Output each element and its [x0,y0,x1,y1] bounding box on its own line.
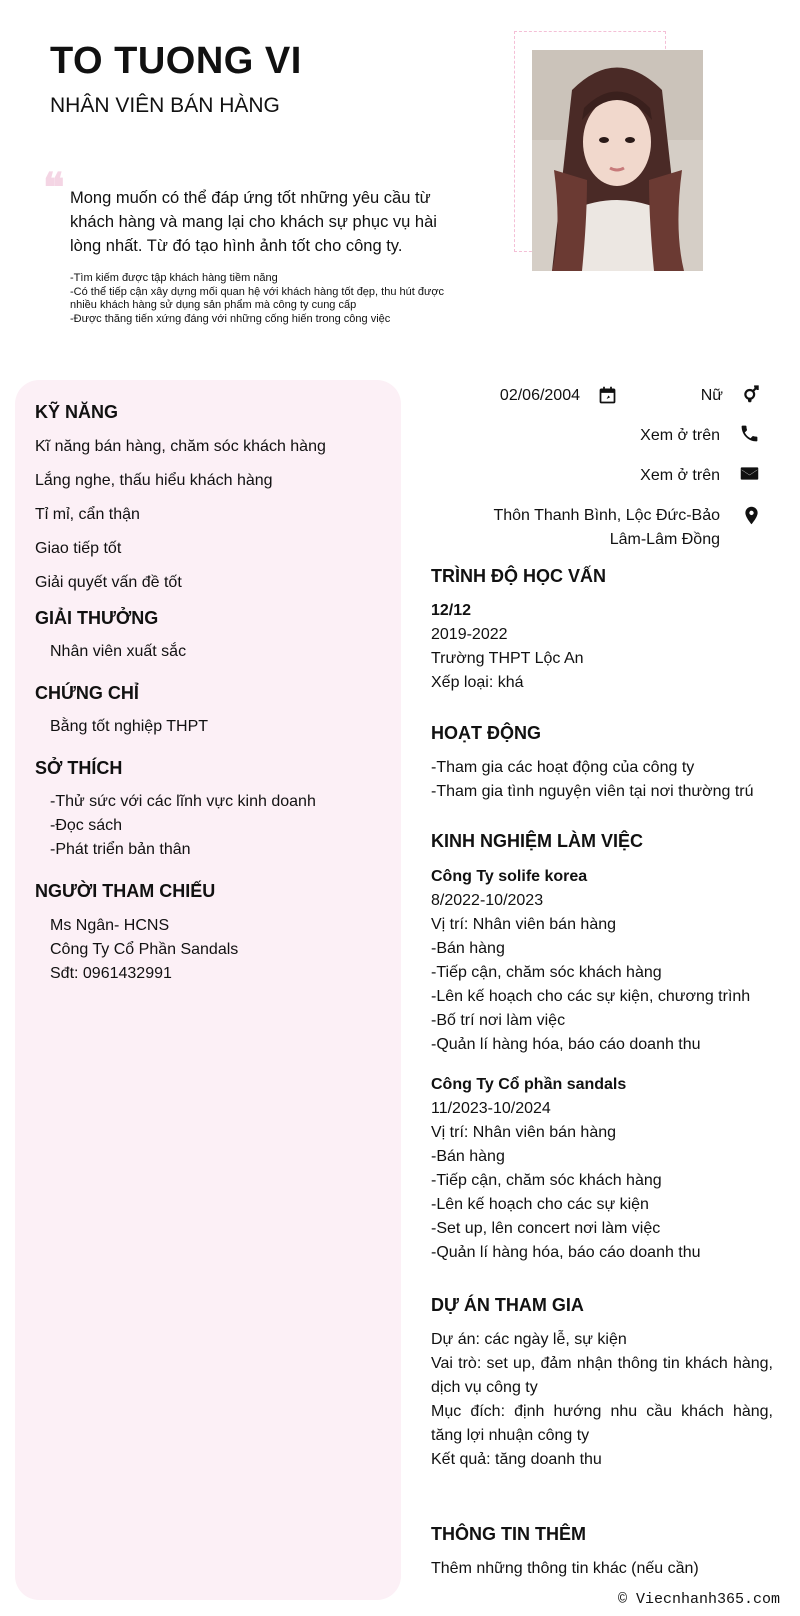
education-school: Trường THPT Lộc An [431,650,584,667]
job-company: Công Ty solife korea [431,868,588,885]
hobby-item: -Phát triển bản thân [50,841,191,858]
job-task: -Quản lí hàng hóa, báo cáo doanh thu [431,1244,701,1261]
references-heading: NGƯỜI THAM CHIẾU [35,881,216,901]
job-task: -Quản lí hàng hóa, báo cáo doanh thu [431,1036,701,1053]
education-period: 2019-2022 [431,626,508,643]
certificate-item: Bằng tốt nghiệp THPT [50,718,209,735]
skill-item: Kĩ năng bán hàng, chăm sóc khách hàng [35,438,326,455]
education-rank: Xếp loại: khá [431,674,524,691]
skills-heading: KỸ NĂNG [35,402,119,422]
hobbies-list [50,790,316,862]
job-task: -Set up, lên concert nơi làm việc [431,1220,661,1237]
hobby-item: -Đọc sách [50,817,123,834]
job-task: -Tiếp cận, chăm sóc khách hàng [431,964,662,981]
references-list [50,914,238,986]
career-goals [70,272,460,326]
job-company: Công Ty Cổ phần sandals [431,1076,627,1093]
candidate-name: TO TUONG VI [50,40,302,82]
reference-line: Sđt: 0961432991 [50,965,172,982]
skill-item: Giao tiếp tốt [35,540,122,557]
projects-heading: DỰ ÁN THAM GIA [431,1295,584,1315]
email-value: Xem ở trên [640,467,720,484]
left-sidebar [15,380,401,1600]
job-entry [431,865,773,1057]
project-result: Kết quả: tăng doanh thu [431,1451,602,1468]
project-name: Dự án: các ngày lễ, sự kiện [431,1331,627,1348]
job-title: NHÂN VIÊN BÁN HÀNG [50,94,280,117]
activity-item: -Tham gia các hoạt động của công ty [431,759,695,776]
gender-icon [740,382,762,404]
career-objective: Mong muốn có thể đáp ứng tốt những yêu cầu từ khách hàng và mang lại cho khách sự phục vụ hài lòng nhất. Từ đó tạo hình ảnh tốt cho công ty. [70,189,437,255]
job-task: -Bán hàng [431,940,505,957]
education-heading: TRÌNH ĐỘ HỌC VẤN [431,566,606,586]
job-task: -Lên kế hoạch cho các sự kiện [431,1196,649,1213]
certificates-heading: CHỨNG CHỈ [35,683,139,703]
profile-photo [532,50,703,271]
education-grade: 12/12 [431,602,472,619]
job-period: 11/2023-10/2024 [431,1100,551,1117]
awards-heading: GIẢI THƯỞNG [35,608,159,628]
experience-heading: KINH NGHIỆM LÀM VIỆC [431,831,644,851]
goal-item: -Tìm kiếm được tập khách hàng tiềm năng [70,272,278,284]
job-position: Vị trí: Nhân viên bán hàng [431,1124,617,1141]
hobby-item: -Thử sức với các lĩnh vực kinh doanh [50,793,316,810]
activities-heading: HOẠT ĐỘNG [431,723,541,743]
job-task: -Tiếp cận, chăm sóc khách hàng [431,1172,662,1189]
job-task: -Bố trí nơi làm việc [431,1012,566,1029]
award-item: Nhân viên xuất sắc [50,643,187,660]
extra-info-text: Thêm những thông tin khác (nếu cần) [431,1560,699,1577]
phone-value: Xem ở trên [640,427,720,444]
location-pin-icon [740,504,762,526]
activity-item: -Tham gia tình nguyện viên tại nơi thường trú [431,783,754,800]
reference-line: Ms Ngân- HCNS [50,917,170,934]
address-line: Thôn Thanh Bình, Lộc Đức-Bảo [493,507,720,524]
quote-icon: ❝ [43,164,65,211]
envelope-icon [738,462,760,484]
address-value [440,504,720,552]
calendar-icon [596,384,618,406]
project-details [431,1328,773,1472]
job-task: -Lên kế hoạch cho các sự kiện, chương trình [431,988,751,1005]
project-role: Vai trò: set up, đảm nhận thông tin khách hàng, dịch vụ công ty [431,1355,773,1396]
hobbies-heading: SỞ THÍCH [35,758,123,778]
watermark: © Viecnhanh365.com [618,1591,781,1608]
job-period: 8/2022-10/2023 [431,892,544,909]
job-entry [431,1073,773,1265]
address-line: Lâm-Lâm Đồng [609,531,720,548]
skill-item: Giải quyết vấn đề tốt [35,574,182,591]
goal-item: -Được thăng tiến xứng đáng với những cống hiến trong công việc [70,312,391,325]
activities-list [431,756,791,804]
reference-line: Công Ty Cổ Phần Sandals [50,941,239,958]
extra-info-heading: THÔNG TIN THÊM [431,1524,586,1544]
birthday-value: 02/06/2004 [499,387,580,404]
skill-item: Lắng nghe, thấu hiểu khách hàng [35,472,273,489]
gender-value: Nữ [700,387,723,404]
skill-item: Tỉ mỉ, cẩn thận [35,506,140,523]
project-goal: Mục đích: định hướng nhu cầu khách hàng, tăng lợi nhuận công ty [431,1403,773,1444]
job-position: Vị trí: Nhân viên bán hàng [431,916,617,933]
job-task: -Bán hàng [431,1148,505,1165]
education-details [431,599,773,695]
goal-item: -Có thể tiếp cận xây dựng mối quan hệ với khách hàng tốt đẹp, thu hút được nhiều khách hàng sử dụng sản phẩm mà công ty cung cấp [70,285,445,311]
phone-icon [738,422,760,444]
